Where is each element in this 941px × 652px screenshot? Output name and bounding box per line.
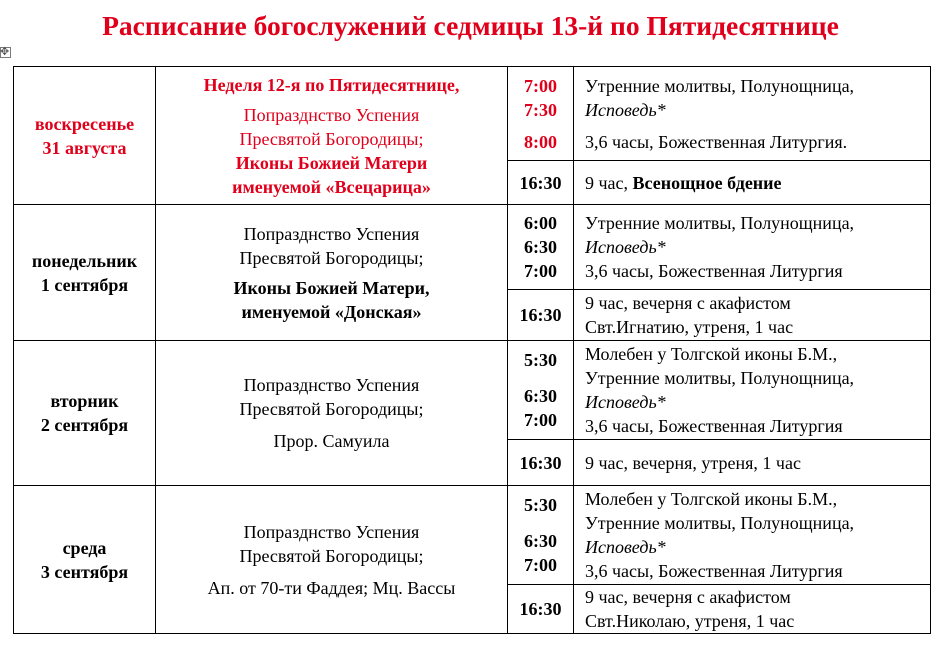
time-cell xyxy=(508,67,574,161)
feast-line: Пресвятой Богородицы; xyxy=(239,128,424,149)
feast-line: Попразднство Успения xyxy=(243,375,420,395)
service-line: 9 час, вечерня с акафистом xyxy=(585,293,791,313)
service-line: Молебен у Толгской иконы Б.М., xyxy=(585,344,838,364)
service-line: 3,6 часы, Божественная Литургия xyxy=(585,416,843,436)
feast-cell xyxy=(156,205,508,341)
feast-line: именуемой «Донская» xyxy=(241,301,422,322)
time-label: 6:30 xyxy=(524,237,557,257)
service-line: Исповедь* xyxy=(585,99,666,120)
schedule-table xyxy=(13,66,931,634)
service-line: Исповедь* xyxy=(585,237,666,257)
day-cell-tuesday xyxy=(14,341,156,486)
time-cell xyxy=(508,341,574,440)
service-line: Исповедь* xyxy=(585,537,666,557)
service-line: 9 час, вечерня с акафистом xyxy=(585,587,791,607)
weekday-label: понедельник xyxy=(31,250,138,271)
time-cell xyxy=(508,486,574,585)
service-cell xyxy=(574,67,931,161)
feast-line: Иконы Божией Матери xyxy=(235,152,428,173)
table-move-handle-icon[interactable] xyxy=(0,47,11,58)
time-label: 16:30 xyxy=(519,172,562,193)
service-line: Исповедь* xyxy=(585,392,666,412)
service-line: 9 час, вечерня, утреня, 1 час xyxy=(585,452,801,473)
service-line: Свт.Николаю, утреня, 1 час xyxy=(585,611,795,631)
feast-line: Ап. от 70-ти Фаддея; Мц. Вассы xyxy=(207,577,456,598)
feast-line: Попразднство Успения xyxy=(243,521,420,542)
service-cell xyxy=(574,440,931,486)
feast-line: Попразднство Успения xyxy=(243,104,420,125)
feast-line: Иконы Божией Матери, xyxy=(233,277,430,298)
time-label: 16:30 xyxy=(519,305,562,325)
table-row xyxy=(14,67,931,161)
time-cell xyxy=(508,440,574,486)
time-label: 7:00 xyxy=(524,410,557,430)
feast-line: Прор. Самуила xyxy=(273,431,390,451)
service-cell xyxy=(574,205,931,290)
service-cell xyxy=(574,341,931,440)
feast-line: Попразднство Успения xyxy=(243,223,420,244)
service-line: Утренние молитвы, Полунощница, xyxy=(585,213,855,233)
time-label: 5:30 xyxy=(524,350,557,370)
time-cell xyxy=(508,290,574,341)
weekday-label: воскресенье xyxy=(34,113,135,134)
time-label: 6:30 xyxy=(524,531,557,551)
feast-line: Пресвятой Богородицы; xyxy=(239,545,424,566)
time-label: 7:00 xyxy=(524,75,557,96)
date-label: 3 сентября xyxy=(40,561,129,582)
service-line: 3,6 часы, Божественная Литургия xyxy=(585,261,843,281)
time-label: 8:00 xyxy=(524,131,557,152)
service-line xyxy=(585,171,930,195)
weekday-label: среда xyxy=(62,537,107,558)
feast-cell xyxy=(156,67,508,205)
service-line: 3,6 часы, Божественная Литургия xyxy=(585,561,843,581)
table-row xyxy=(14,486,931,585)
service-cell xyxy=(574,290,931,341)
service-line: Утренние молитвы, Полунощница, xyxy=(585,368,855,388)
date-label: 2 сентября xyxy=(40,415,129,435)
time-label: 16:30 xyxy=(519,452,562,473)
time-label: 6:30 xyxy=(524,386,557,406)
feast-line: Пресвятой Богородицы; xyxy=(239,399,424,419)
time-label: 7:00 xyxy=(524,261,557,281)
date-label: 1 сентября xyxy=(40,274,129,295)
feast-line: Неделя 12-я по Пятидесятнице, xyxy=(203,74,460,95)
service-line: Свт.Игнатию, утреня, 1 час xyxy=(585,317,794,337)
service-cell xyxy=(574,161,931,205)
time-label: 16:30 xyxy=(519,599,562,619)
service-text-bold: Всенощное бдение xyxy=(632,172,782,193)
time-label: 7:30 xyxy=(524,99,557,120)
table-row xyxy=(14,205,931,290)
service-line: Молебен у Толгской иконы Б.М., xyxy=(585,489,838,509)
feast-cell xyxy=(156,341,508,486)
service-cell xyxy=(574,585,931,634)
page-title: Расписание богослужений седмицы 13-й по Пятидесятнице xyxy=(102,10,839,41)
time-label: 5:30 xyxy=(524,495,557,515)
time-cell xyxy=(508,585,574,634)
service-cell xyxy=(574,486,931,585)
day-cell-sunday xyxy=(14,67,156,205)
date-label: 31 августа xyxy=(42,137,127,158)
feast-cell xyxy=(156,486,508,634)
time-cell xyxy=(508,205,574,290)
feast-line: именуемой «Всецарица» xyxy=(232,176,431,197)
service-line: Утренние молитвы, Полунощница, xyxy=(585,513,855,533)
time-label: 6:00 xyxy=(524,213,557,233)
service-text: 9 час, xyxy=(585,172,633,193)
table-row xyxy=(14,341,931,440)
day-cell-monday xyxy=(14,205,156,341)
feast-line: Пресвятой Богородицы; xyxy=(239,247,424,268)
weekday-label: вторник xyxy=(50,391,119,411)
day-cell-wednesday xyxy=(14,486,156,634)
time-label: 7:00 xyxy=(524,555,557,575)
time-cell xyxy=(508,161,574,205)
service-line: Утренние молитвы, Полунощница, xyxy=(585,75,855,96)
service-line: 3,6 часы, Божественная Литургия. xyxy=(585,131,848,152)
